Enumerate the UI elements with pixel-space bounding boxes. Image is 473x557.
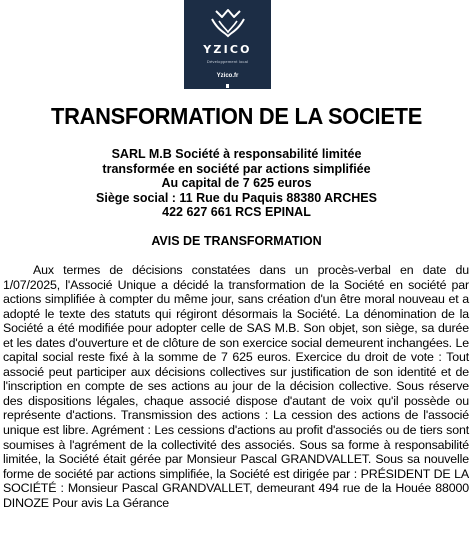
notice-paragraph: Aux termes de décisions constatées dans un procès-verbal en date du 1/07/2025, l'Associé Unique a décidé la transformation de la Société en société par actions simplifiée à compter du même jour, sans création d'un être moral nouveau et a adopté le texte des statuts qui régiront désormais la Société. La dénomination de la Société a été modifiée pour adopter celle de SAS M.B. Son objet, son siège, sa durée et les dates d'ouverture et de clôture de son exercice social demeurent inchangées. Le capital social reste fixé à la somme de 7 625 euros. Exercice du droit de vote : Tout associé peut participer aux décisions collectives sur justification de son identité et de l'inscription en compte de ses actions au jour de la décision collective. Sous réserve des dispositions légales, chaque associé dispose d'autant de voix qu'il possède ou représente d'actions. Transmission des actions : La cession des actions de l'associé unique est libre. Agrément : Les cessions d'actions au profit d'associés ou de tiers sont soumises à l'agrément de la collectivité des associés. Sous sa forme à responsabilité limitée, la Société était gérée par Monsieur Pascal GRANDVALLET. Sous sa nouvelle forme de société par actions simplifiée, la Société est dirigée par : PRÉSIDENT DE LA SOCIÉTÉ : Monsieur Pascal GRANDVALLET, demeurant 494 rue de la Houée 88000 DINOZE Pour avis La Gérance <box>3 263 469 510</box>
logo-name: YZICO <box>203 43 252 56</box>
company-line-form: transformée en société par actions simplifiée <box>102 161 371 176</box>
company-line-address: Siège social : 11 Rue du Paquis 88380 ARCHES <box>96 190 377 205</box>
logo-url: Yzico.fr <box>216 73 239 79</box>
lotus-emblem-icon <box>208 6 248 40</box>
notice-body <box>3 263 469 510</box>
company-line-rcs: 422 627 661 RCS EPINAL <box>162 205 311 220</box>
page-title: TRANSFORMATION DE LA SOCIETE <box>50 103 423 129</box>
company-line-name: SARL M.B Société à responsabilité limitée <box>111 147 362 161</box>
company-line-capital: Au capital de 7 625 euros <box>161 176 312 191</box>
logo-tagline: Développement local <box>206 59 249 64</box>
notice-heading: AVIS DE TRANSFORMATION <box>151 234 322 248</box>
company-details <box>0 147 473 220</box>
logo-divider <box>226 84 229 88</box>
yzico-logo <box>184 0 271 89</box>
